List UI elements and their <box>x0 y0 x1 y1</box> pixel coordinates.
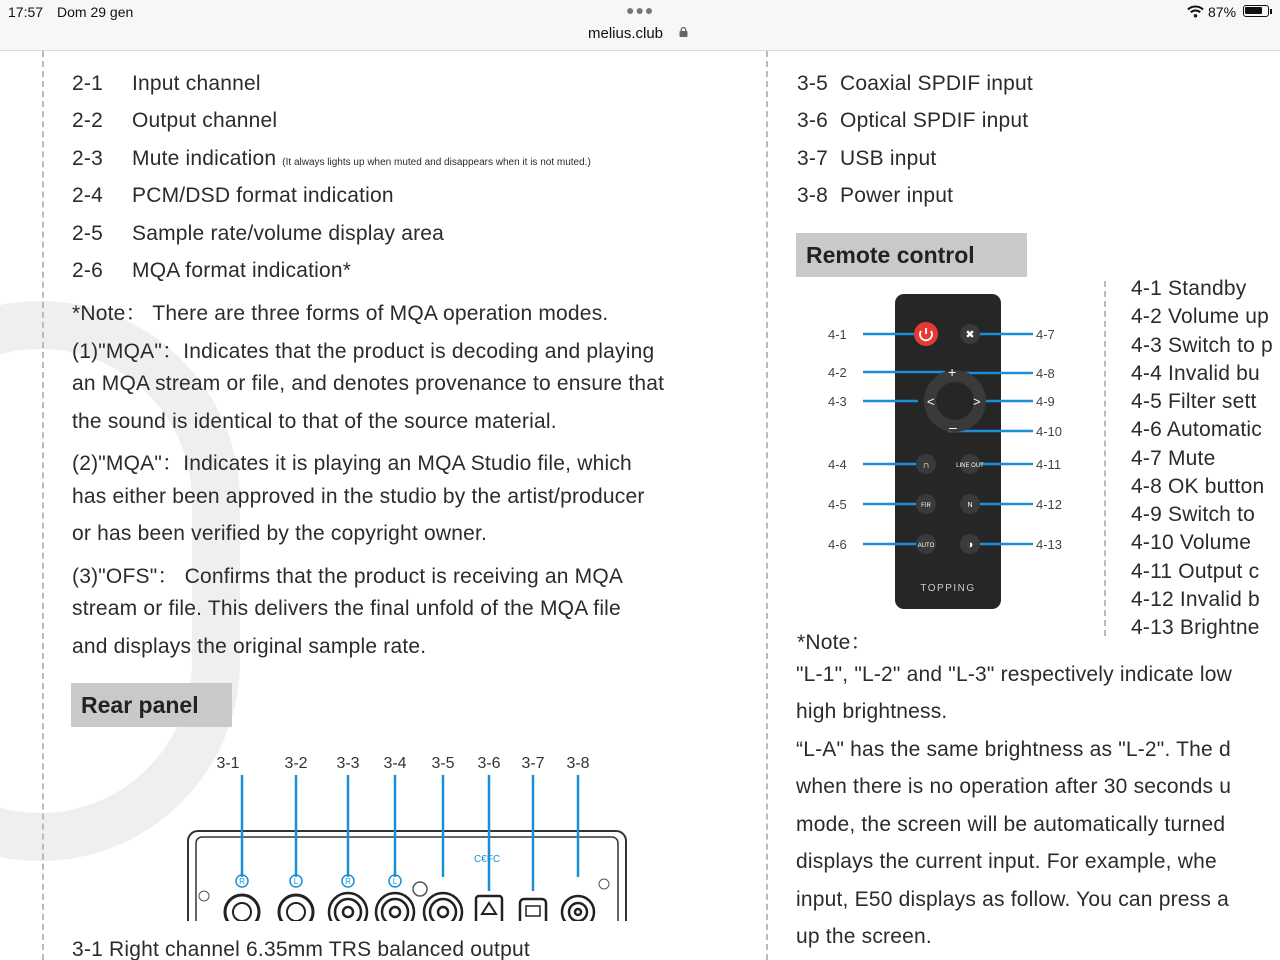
remote-label: 4-6 <box>828 537 847 552</box>
lock-icon <box>679 27 688 37</box>
item-3-5: 3-5 Coaxial SPDIF input <box>797 72 1033 95</box>
battery-fill <box>1245 7 1262 14</box>
mqa-para-line: an MQA stream or file, and denotes provenance to ensure that <box>72 372 665 395</box>
column-divider <box>766 51 768 960</box>
remote-list-item: 4-3 Switch to p <box>1131 334 1273 357</box>
remote-label: 4-11 <box>1036 457 1062 472</box>
multitask-dots-icon[interactable]: ●●● <box>626 2 655 18</box>
remote-list-item: 4-10 Volume <box>1131 531 1252 554</box>
svg-text:+: + <box>948 364 957 380</box>
remote-label: 4-2 <box>828 365 847 380</box>
remote-label: 4-1 <box>828 327 847 342</box>
remote-list-item: 4-13 Brightne <box>1131 616 1260 639</box>
status-time: 17:57 <box>8 4 44 20</box>
brightness-para-line: when there is no operation after 30 seconds u <box>796 775 1232 798</box>
battery-percent: 87% <box>1208 4 1237 20</box>
item-3-7: 3-7 USB input <box>797 147 937 170</box>
mqa-para-line: *Note： There are three forms of MQA operation modes. <box>72 302 609 325</box>
item-3-1: 3-1 Right channel 6.35mm TRS balanced output <box>72 938 530 960</box>
remote-button-label: N <box>967 502 973 509</box>
remote-list-item: 4-12 Invalid b <box>1131 588 1260 611</box>
remote-list-item: 4-6 Automatic <box>1131 418 1262 441</box>
rear-label: 3-2 <box>284 755 308 772</box>
remote-list-item: 4-1 Standby <box>1131 277 1247 300</box>
brightness-para-line: “L-A" has the same brightness as "L-2". The d <box>796 738 1231 761</box>
rear-ch-marker: R <box>239 877 245 886</box>
item-2-1: 2-1 Input channel <box>72 72 261 95</box>
cert-marks: C€FC <box>473 854 501 865</box>
note-label: *Note： <box>797 631 872 654</box>
remote-label: 4-5 <box>828 497 847 512</box>
mqa-para-line: (1)"MQA"：Indicates that the product is decoding and playing <box>72 340 655 363</box>
remote-label: 4-3 <box>828 394 847 409</box>
wifi-icon <box>1187 5 1204 18</box>
mqa-para-line: and displays the original sample rate. <box>72 635 427 658</box>
remote-list-divider <box>1104 281 1106 636</box>
brightness-para-line: displays the current input. For example, whe <box>796 850 1217 873</box>
rear-label: 3-7 <box>521 755 545 772</box>
brightness-para-line: up the screen. <box>796 925 932 948</box>
brightness-para-line: mode, the screen will be automatically turned <box>796 813 1226 836</box>
rear-label: 3-5 <box>431 755 455 772</box>
svg-text:<: < <box>927 394 935 409</box>
item-2-2: 2-2 Output channel <box>72 109 278 132</box>
mqa-para-line: stream or file. This delivers the final unfold of the MQA file <box>72 597 621 620</box>
remote-label: 4-8 <box>1036 366 1055 381</box>
remote-list-item: 4-8 OK button <box>1131 475 1265 498</box>
mqa-para-line: has either been approved in the studio by the artist/producer <box>72 485 645 508</box>
rear-panel-diagram <box>180 751 640 921</box>
mqa-para-line: the sound is identical to that of the source material. <box>72 410 557 433</box>
rear-label: 3-4 <box>383 755 407 772</box>
brightness-para-line: input, E50 displays as follow. You can press a <box>796 888 1229 911</box>
remote-list-item: 4-4 Invalid bu <box>1131 362 1260 385</box>
rear-label: 3-1 <box>216 755 240 772</box>
section-title-remote-control: Remote control <box>796 233 1027 277</box>
svg-text:–: – <box>949 419 957 435</box>
item-2-6: 2-6 MQA format indication* <box>72 259 352 282</box>
remote-button-label: AUTO <box>917 543 935 549</box>
rear-ch-marker: L <box>392 877 398 886</box>
page-border-left <box>42 51 44 960</box>
address-bar-url[interactable]: melius.club <box>588 25 664 42</box>
battery-cap <box>1270 9 1272 14</box>
status-date: Dom 29 gen <box>57 4 134 20</box>
remote-label: 4-7 <box>1036 327 1055 342</box>
item-2-5: 2-5 Sample rate/volume display area <box>72 222 445 245</box>
svg-text:>: > <box>973 394 981 409</box>
remote-label: 4-4 <box>828 457 847 472</box>
remote-label: 4-10 <box>1036 424 1063 439</box>
battery-icon <box>1243 5 1269 17</box>
remote-control-diagram <box>815 291 1085 631</box>
rear-label: 3-3 <box>336 755 360 772</box>
remote-label: 4-13 <box>1036 537 1063 552</box>
remote-label: 4-9 <box>1036 394 1055 409</box>
rear-label: 3-8 <box>566 755 590 772</box>
item-3-6: 3-6 Optical SPDIF input <box>797 109 1029 132</box>
item-3-8: 3-8 Power input <box>797 184 954 207</box>
mqa-para-line: (3)"OFS"： Confirms that the product is receiving an MQA <box>72 565 624 588</box>
remote-brand: TOPPING <box>920 583 976 594</box>
item-2-3: 2-3 Mute indication (It always lights up when muted and disappears when it is not muted.) <box>72 147 591 170</box>
mqa-para-line: (2)"MQA"：Indicates it is playing an MQA Studio file, which <box>72 452 632 475</box>
remote-list-item: 4-5 Filter sett <box>1131 390 1257 413</box>
brightness-para-line: high brightness. <box>796 700 948 723</box>
remote-label: 4-12 <box>1036 497 1063 512</box>
remote-list-item: 4-9 Switch to <box>1131 503 1255 526</box>
rear-ch-marker: R <box>345 877 351 886</box>
item-2-4: 2-4 PCM/DSD format indication <box>72 184 394 207</box>
svg-text:◑: ◑ <box>966 539 974 551</box>
svg-text:∩: ∩ <box>922 460 930 471</box>
mqa-para-line: or has been verified by the copyright owner. <box>72 522 488 545</box>
brightness-para-line: "L-1", "L-2" and "L-3" respectively indicate low <box>796 663 1233 686</box>
status-bar <box>0 0 1280 51</box>
rear-ch-marker: L <box>293 877 299 886</box>
section-title-rear-panel: Rear panel <box>71 683 232 727</box>
remote-list-item: 4-7 Mute <box>1131 447 1216 470</box>
document-page[interactable] <box>0 51 1280 960</box>
rear-label: 3-6 <box>477 755 501 772</box>
remote-button-label: FIR <box>921 503 931 509</box>
remote-button-label: LINE OUT <box>956 463 984 469</box>
remote-list-item: 4-2 Volume up <box>1131 305 1270 328</box>
svg-text:✖: ✖ <box>965 329 975 341</box>
remote-list-item: 4-11 Output c <box>1131 560 1260 583</box>
mute-note: (It always lights up when muted and disappears when it is not muted.) <box>282 157 591 168</box>
